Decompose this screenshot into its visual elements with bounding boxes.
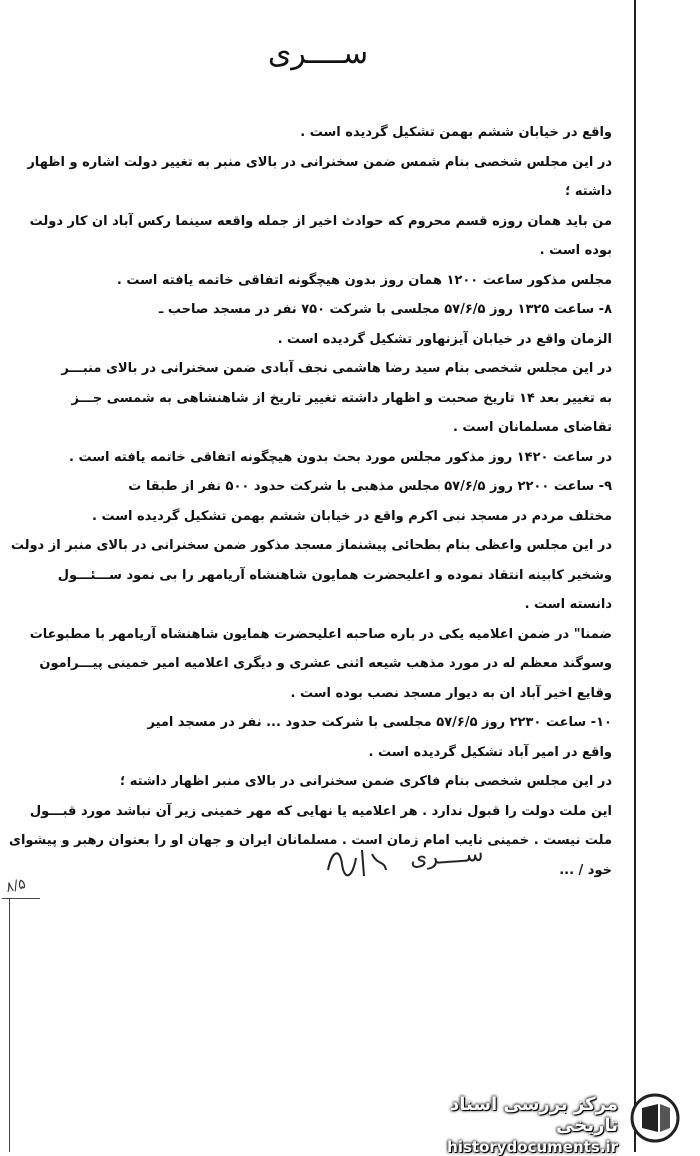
- report-line: واقع در خیابان ششم بهمن تشکیل گردیده است .: [300, 125, 612, 140]
- report-line: وشخیر کابینه انتقاد نموده و اعلیحضرت همایون شاهنشاه آریامهر را بی نمود ســـئـــول: [57, 567, 612, 583]
- margin-vertical-line: [9, 898, 10, 1152]
- report-line: مجلس مذکور ساعت ۱۲۰۰ همان روز بدون هیچگونه اتفاقی خاتمه یافته است .: [116, 272, 612, 288]
- watermark-title: مرکز بررسی اسناد تاریخی: [450, 1094, 618, 1136]
- report-line: من باید همان روزه قسم محروم که حوادث اخیر از جمله واقعه سینما رکس آباد ان کار دولت: [29, 213, 612, 229]
- report-line: مختلف مردم در مسجد نبی اکرم واقع در خیابان ششم بهمن تشکیل گردیده است .: [92, 508, 612, 524]
- margin-rule: [2, 898, 40, 899]
- report-line: در ساعت ۱۴۲۰ روز مذکور مجلس مورد بحث بدون هیچگونه اتفاقی خاتمه یافته است .: [69, 449, 612, 465]
- report-line: در این مجلس شخصی بنام شمس ضمن سخنرانی در بالای منبر به تغییر دولت اشاره و اظهار: [27, 154, 612, 170]
- signature-scribble: [322, 840, 392, 884]
- report-line: در این مجلس واعظی بنام بطحائی پیشنماز مسجد مذکور ضمن سخنرانی در بالای منبر از دولت: [10, 538, 612, 553]
- classification-footer: ســــری: [409, 841, 485, 872]
- report-line: دانسته است .: [524, 597, 612, 612]
- report-line: ۹- ساعت ۲۲۰۰ روز ۵۷/۶/۵ مجلس مذهبی با شرکت حدود ۵۰۰ نفر از طبقا ت: [128, 479, 612, 494]
- report-line: واقع در امیر آباد تشکیل گردیده است .: [368, 744, 612, 760]
- watermark: [398, 1090, 688, 1156]
- report-body: [9, 118, 612, 885]
- report-line: به تغییر بعد ۱۴ تاریخ صحبت و اظهار داشته تغییر تاریخ از شاهنشاهی به شمسی جـــز: [71, 390, 612, 406]
- report-line: بوده است .: [539, 243, 612, 258]
- report-line: داشته ؛: [565, 184, 612, 199]
- watermark-text: [398, 1094, 618, 1156]
- report-line: وسوگند معظم له در مورد مذهب شیعه اثنی عشری و دیگری اعلامیه امیر خمینی پیـــرامون: [39, 656, 612, 671]
- archive-logo-icon: [628, 1092, 682, 1144]
- report-line: الزمان واقع در خیابان آیزنهاور تشکیل گردیده است .: [277, 331, 612, 347]
- signature-area: [300, 836, 540, 896]
- margin-note: ۸/۵: [4, 876, 28, 896]
- report-line: ملت نیست . خمینی نایب امام زمان است . مسلمانان ایران و جهان او را بعنوان رهبر و پیشوای: [9, 833, 612, 848]
- scan-edge-line: [634, 0, 636, 1152]
- report-line: در این مجلس شخصی بنام فاکری ضمن سخنرانی در بالای منبر اظهار داشته ؛: [119, 774, 612, 789]
- classification-header: ســــری: [267, 36, 369, 71]
- report-line: ۱۰- ساعت ۲۲۳۰ روز ۵۷/۶/۵ مجلسی با شرکت حدود ... نفر در مسجد امیر: [147, 715, 612, 730]
- report-line: در این مجلس شخصی بنام سید رضا هاشمی نجف آبادی ضمن سخنرانی در بالای منبـــر: [61, 361, 612, 376]
- report-line: تقاضای مسلمانان است .: [452, 420, 612, 435]
- watermark-url: historydocuments.ir: [447, 1138, 618, 1156]
- report-line: ضمنا" در ضمن اعلامیه یکی در باره صاحبه اعلیحضرت همایون شاهنشاه آریامهر با مطبوعات: [29, 626, 612, 642]
- report-line: این ملت دولت را قبول ندارد . هر اعلامیه یا نهایی که مهر خمینی زیر آن نباشد مورد قبـــول: [29, 803, 612, 819]
- report-line: وقایع اخیر آباد ان به دیوار مسجد نصب بوده است .: [290, 685, 612, 701]
- report-line: ۸- ساعت ۱۳۲۵ روز ۵۷/۶/۵ مجلسی با شرکت ۷۵۰ نفر در مسجد صاحب ـ: [158, 302, 612, 317]
- report-line: خود / ...: [559, 862, 612, 878]
